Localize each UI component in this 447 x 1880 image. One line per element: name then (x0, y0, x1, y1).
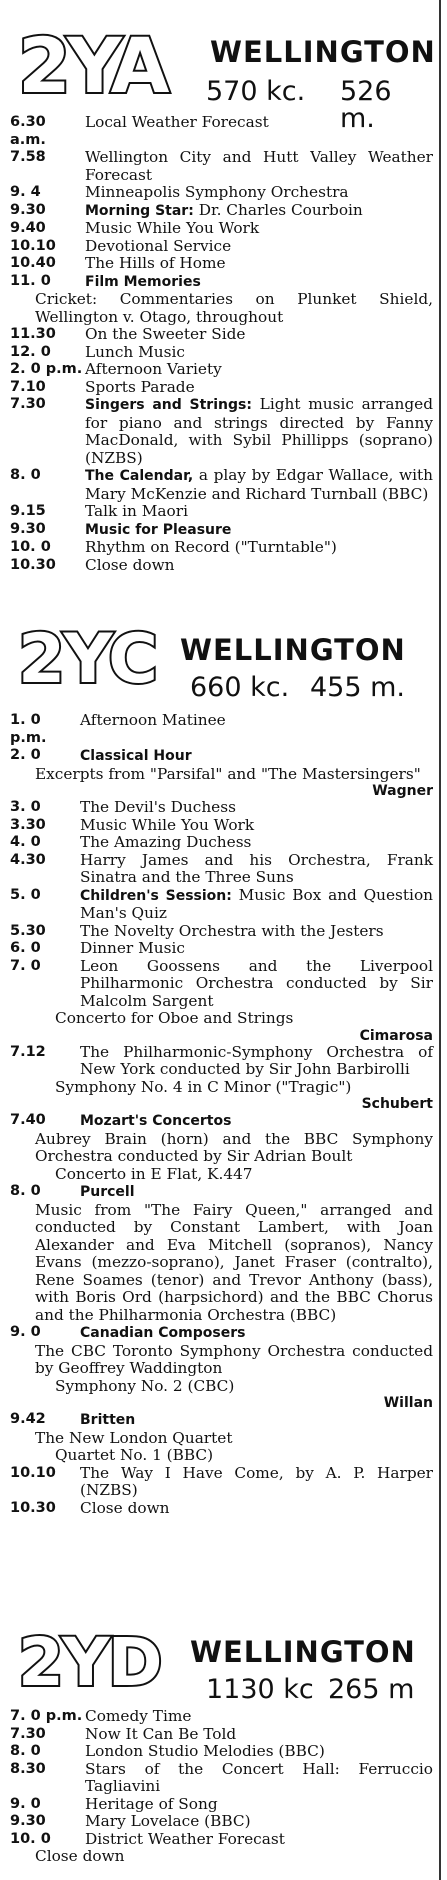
program-detail (10, 1166, 433, 1184)
program-time: 8. 0 (10, 467, 41, 483)
program-description: Lunch Music (85, 342, 185, 361)
program-title: Britten (80, 1412, 136, 1428)
program-detail (10, 1378, 433, 1396)
program-title: Children's Session: (80, 887, 239, 904)
program-entry (10, 503, 433, 521)
program-description: Music Box and Question Man's Quiz (80, 885, 433, 922)
program-description: The Way I Have Come, by A. P. Harper (NZBS) (80, 1463, 433, 1499)
program-description: Afternoon Variety (85, 360, 222, 378)
program-description: Comedy Time (85, 1707, 192, 1725)
program-time: 4. 0 (10, 834, 41, 850)
program-description: a play by Edgar Wallace, with Mary McKenzie and Richard Turnball (BBC) (85, 466, 433, 503)
program-description: Music from "The Fairy Queen," arranged and conducted by Constant Lambert, with Joan Alexander and Eva Mitchell (sopranos), Nancy Evans (mezzo-soprano), Janet Fraser (contralto), Rene Soames (tenor) and Trevor Anthony (bass), with Boris Ord (harpsichord) and the BBC Chorus and the Philharmonia Orchestra (BBC) (35, 1200, 433, 1324)
composer-name: Schubert (361, 1096, 433, 1112)
program-entry (10, 361, 433, 379)
program-text (85, 361, 433, 379)
program-entry (10, 852, 433, 887)
program-time: 8. 0 (10, 1743, 41, 1759)
program-description: Cricket: Commentaries on Plunket Shield, Wellington v. Otago, throughout (35, 290, 433, 326)
program-detail (10, 291, 433, 326)
program-entry (10, 326, 433, 344)
program-text (80, 834, 433, 852)
program-entry (10, 923, 433, 941)
program-description: Dr. Charles Courboin (198, 200, 363, 219)
program-time: 1. 0 p.m. (10, 712, 47, 746)
program-entry (10, 202, 433, 221)
program-time: 6.30 a.m. (10, 114, 46, 148)
program-text (85, 273, 433, 292)
program-text (85, 379, 433, 397)
program-description: Light music arranged for piano and strings directed by Fanny MacDonald, with Sybil Phillipps (soprano) (NZBS) (85, 395, 433, 467)
program-description: The Hills of Home (85, 254, 226, 272)
program-entry (10, 940, 433, 958)
program-description: The CBC Toronto Symphony Orchestra conducted by Geoffrey Waddington (35, 1341, 433, 1377)
station-frequency: 1130 kc (206, 1674, 314, 1705)
program-text (80, 747, 433, 766)
station-city: WELLINGTON (190, 1635, 416, 1669)
program-text (85, 238, 433, 256)
program-entry (10, 1465, 433, 1500)
program-description: Wellington City and Hutt Valley Weather Forecast (85, 148, 433, 184)
program-description: Aubrey Brain (horn) and the BBC Symphony Orchestra conducted by Sir Adrian Boult (35, 1129, 433, 1165)
program-text (80, 923, 433, 941)
program-time: 11. 0 (10, 272, 51, 289)
program-entry (10, 1183, 433, 1202)
program-description: Devotional Service (85, 236, 232, 255)
program-entry (10, 1112, 433, 1131)
program-list (10, 1708, 433, 1866)
program-entry (10, 1761, 433, 1796)
program-time: 10.30 (10, 1499, 56, 1516)
program-entry (10, 1726, 433, 1744)
station-header (10, 1624, 433, 1708)
program-text (85, 557, 433, 575)
program-entry (10, 1796, 433, 1814)
composer-name: Wagner (372, 783, 433, 799)
program-text (80, 940, 433, 958)
program-detail (10, 1343, 433, 1378)
program-time: 9. 0 (10, 1324, 41, 1340)
station-logo: 2YC (18, 620, 157, 699)
program-entry (10, 817, 433, 835)
program-description: District Weather Forecast (85, 1829, 285, 1848)
station-2yd (10, 1624, 433, 1866)
program-description: Music While You Work (80, 815, 255, 834)
program-text (80, 852, 433, 887)
station-city: WELLINGTON (180, 633, 406, 667)
program-entry (10, 255, 433, 273)
program-detail (10, 1010, 433, 1028)
program-text (85, 344, 433, 362)
program-description: Close down (85, 555, 175, 574)
program-time: 9.40 (10, 220, 46, 236)
program-description: Minneapolis Symphony Orchestra (85, 183, 349, 201)
program-text (80, 1183, 433, 1202)
program-title: Purcell (80, 1184, 135, 1200)
program-text (85, 1796, 433, 1814)
station-logo: 2YD (18, 1624, 161, 1701)
program-text (80, 817, 433, 835)
program-text (85, 255, 433, 273)
program-description: Excerpts from "Parsifal" and "The Mastersingers" (35, 764, 421, 783)
program-entry (10, 539, 433, 557)
program-description: Leon Goossens and the Liverpool Philharmonic Orchestra conducted by Sir Malcolm Sargent (80, 956, 433, 1010)
program-text (85, 1761, 433, 1796)
composer-name: Willan (383, 1395, 433, 1411)
program-detail (10, 766, 433, 784)
program-time: 7.58 (10, 149, 46, 165)
program-time: 11.30 (10, 326, 56, 342)
program-entry (10, 149, 433, 184)
program-time: 9.30 (10, 1813, 46, 1829)
program-time: 12. 0 (10, 343, 51, 360)
program-title: Canadian Composers (80, 1325, 246, 1341)
program-description: Quartet No. 1 (BBC) (55, 1446, 214, 1464)
program-entry (10, 1324, 433, 1343)
program-description: Rhythm on Record ("Turntable") (85, 538, 337, 556)
program-list (10, 114, 433, 574)
program-text (85, 1831, 433, 1849)
program-entry (10, 1411, 433, 1430)
program-time: 9.15 (10, 503, 46, 519)
program-time: 4.30 (10, 851, 46, 868)
program-time: 10. 0 (10, 1830, 51, 1847)
program-text (85, 521, 433, 540)
program-text (85, 326, 433, 344)
program-detail (10, 1131, 433, 1166)
program-text (85, 539, 433, 557)
station-header (10, 620, 433, 706)
program-time: 7.12 (10, 1043, 46, 1060)
program-description: Talk in Maori (85, 502, 188, 520)
program-time: 10.40 (10, 255, 56, 271)
program-entry (10, 1743, 433, 1761)
program-description: On the Sweeter Side (85, 325, 246, 343)
program-entry (10, 747, 433, 766)
station-city: WELLINGTON (210, 35, 436, 69)
program-description: The Philharmonic-Symphony Orchestra of New York conducted by Sir John Barbirolli (80, 1042, 433, 1078)
program-time: 9. 0 (10, 1795, 41, 1812)
program-time: 9. 4 (10, 184, 41, 200)
program-description: Symphony No. 2 (CBC) (55, 1376, 235, 1395)
station-2ya (10, 21, 436, 574)
station-frequency: 660 kc. (190, 672, 290, 703)
program-time: 3. 0 (10, 799, 41, 815)
program-text (85, 503, 433, 521)
program-time: 6. 0 (10, 940, 41, 956)
program-text (80, 887, 433, 923)
program-description: Concerto for Oboe and Strings (55, 1009, 294, 1027)
program-time: 3.30 (10, 816, 46, 833)
program-text (80, 1500, 433, 1518)
program-text (85, 220, 433, 238)
program-text (85, 467, 433, 503)
program-text (85, 1813, 433, 1831)
program-detail (10, 1447, 433, 1465)
program-entry (10, 1831, 433, 1849)
program-description: Music While You Work (85, 219, 260, 237)
program-title: Singers and Strings: (85, 397, 260, 413)
station-frequency: 570 kc. (206, 76, 306, 107)
program-time: 10.30 (10, 556, 56, 573)
program-text (85, 396, 433, 467)
program-entry (10, 958, 433, 1011)
program-time: 10. 0 (10, 539, 51, 555)
program-time: 5. 0 (10, 886, 41, 903)
program-entry (10, 712, 433, 747)
program-time: 8. 0 (10, 1183, 41, 1199)
program-description: Sports Parade (85, 377, 195, 396)
program-entry (10, 379, 433, 397)
station-2yc (10, 620, 433, 1517)
station-wavelength: 455 m. (310, 672, 406, 703)
program-detail (10, 1430, 433, 1448)
program-description: Afternoon Matinee (80, 711, 226, 729)
program-text (85, 1726, 433, 1744)
program-entry (10, 1044, 433, 1079)
program-text (80, 1465, 433, 1500)
program-description: Close down (80, 1498, 170, 1517)
program-time: 9.30 (10, 201, 46, 218)
program-text (85, 1708, 433, 1726)
program-time: 10.10 (10, 237, 56, 254)
program-time: 7. 0 (10, 957, 41, 974)
program-time: 10.10 (10, 1464, 56, 1481)
program-description: The Devil's Duchess (80, 798, 236, 816)
program-description: Now It Can Be Told (85, 1724, 237, 1743)
program-time: 8.30 (10, 1760, 46, 1777)
program-text (80, 1324, 433, 1343)
composer-name: Cimarosa (359, 1027, 433, 1044)
program-description: The Amazing Duchess (80, 833, 252, 851)
program-description: Symphony No. 4 in C Minor ("Tragic") (55, 1077, 352, 1096)
program-detail (10, 1079, 433, 1097)
program-time: 7.30 (10, 1725, 46, 1742)
program-entry (10, 238, 433, 256)
program-title: The Calendar, (85, 468, 199, 484)
program-entry (10, 273, 433, 292)
program-title: Mozart's Concertos (80, 1113, 232, 1129)
program-time: 9.30 (10, 520, 46, 537)
program-description: Concerto in E Flat, K.447 (55, 1164, 253, 1183)
program-text (80, 958, 433, 1011)
column-rule (439, 0, 441, 1880)
program-entry (10, 220, 433, 238)
program-text (85, 184, 433, 202)
program-entry (10, 521, 433, 540)
program-title: Morning Star: (85, 202, 199, 219)
program-entry (10, 396, 433, 467)
program-entry (10, 1813, 433, 1831)
program-detail (10, 1848, 433, 1866)
program-time: 7. 0 p.m. (10, 1708, 83, 1724)
program-list (10, 712, 433, 1517)
program-time: 7.10 (10, 378, 46, 395)
station-wavelength: 526 m. (340, 76, 392, 134)
program-entry (10, 1708, 433, 1726)
program-description: Mary Lovelace (BBC) (85, 1812, 251, 1830)
program-title: Music for Pleasure (85, 521, 232, 538)
program-time: 2. 0 (10, 747, 41, 763)
program-entry (10, 834, 433, 852)
program-entry (10, 887, 433, 923)
program-title: Classical Hour (80, 748, 192, 764)
program-description: Harry James and his Orchestra, Frank Sinatra and the Three Suns (80, 850, 433, 886)
program-text (85, 149, 433, 184)
program-description: Dinner Music (80, 939, 185, 957)
program-description: Heritage of Song (85, 1794, 218, 1813)
program-detail (10, 1202, 433, 1325)
program-text (80, 799, 433, 817)
program-title: Film Memories (85, 273, 201, 290)
program-entry (10, 184, 433, 202)
program-description: London Studio Melodies (BBC) (85, 1742, 325, 1760)
program-description: Local Weather Forecast (85, 113, 269, 131)
program-text (80, 1411, 433, 1430)
program-description: The Novelty Orchestra with the Jesters (80, 921, 384, 940)
program-entry (10, 799, 433, 817)
program-time: 7.40 (10, 1112, 46, 1128)
program-time: 9.42 (10, 1411, 46, 1427)
program-time: 5.30 (10, 922, 46, 939)
program-entry (10, 1500, 433, 1518)
program-text (80, 1044, 433, 1079)
program-description: The New London Quartet (35, 1428, 233, 1447)
program-text (85, 202, 433, 221)
program-entry (10, 344, 433, 362)
program-entry (10, 557, 433, 575)
station-logo: 2YA (18, 21, 166, 110)
program-time: 2. 0 p.m. (10, 361, 83, 377)
station-wavelength: 265 m (328, 1674, 415, 1705)
program-description: Close down (35, 1847, 125, 1865)
program-text (80, 712, 433, 747)
program-text (85, 1743, 433, 1761)
program-time: 7.30 (10, 396, 46, 412)
program-entry (10, 467, 433, 503)
program-text (80, 1112, 433, 1131)
program-description: Stars of the Concert Hall: Ferruccio Tagliavini (85, 1759, 433, 1795)
